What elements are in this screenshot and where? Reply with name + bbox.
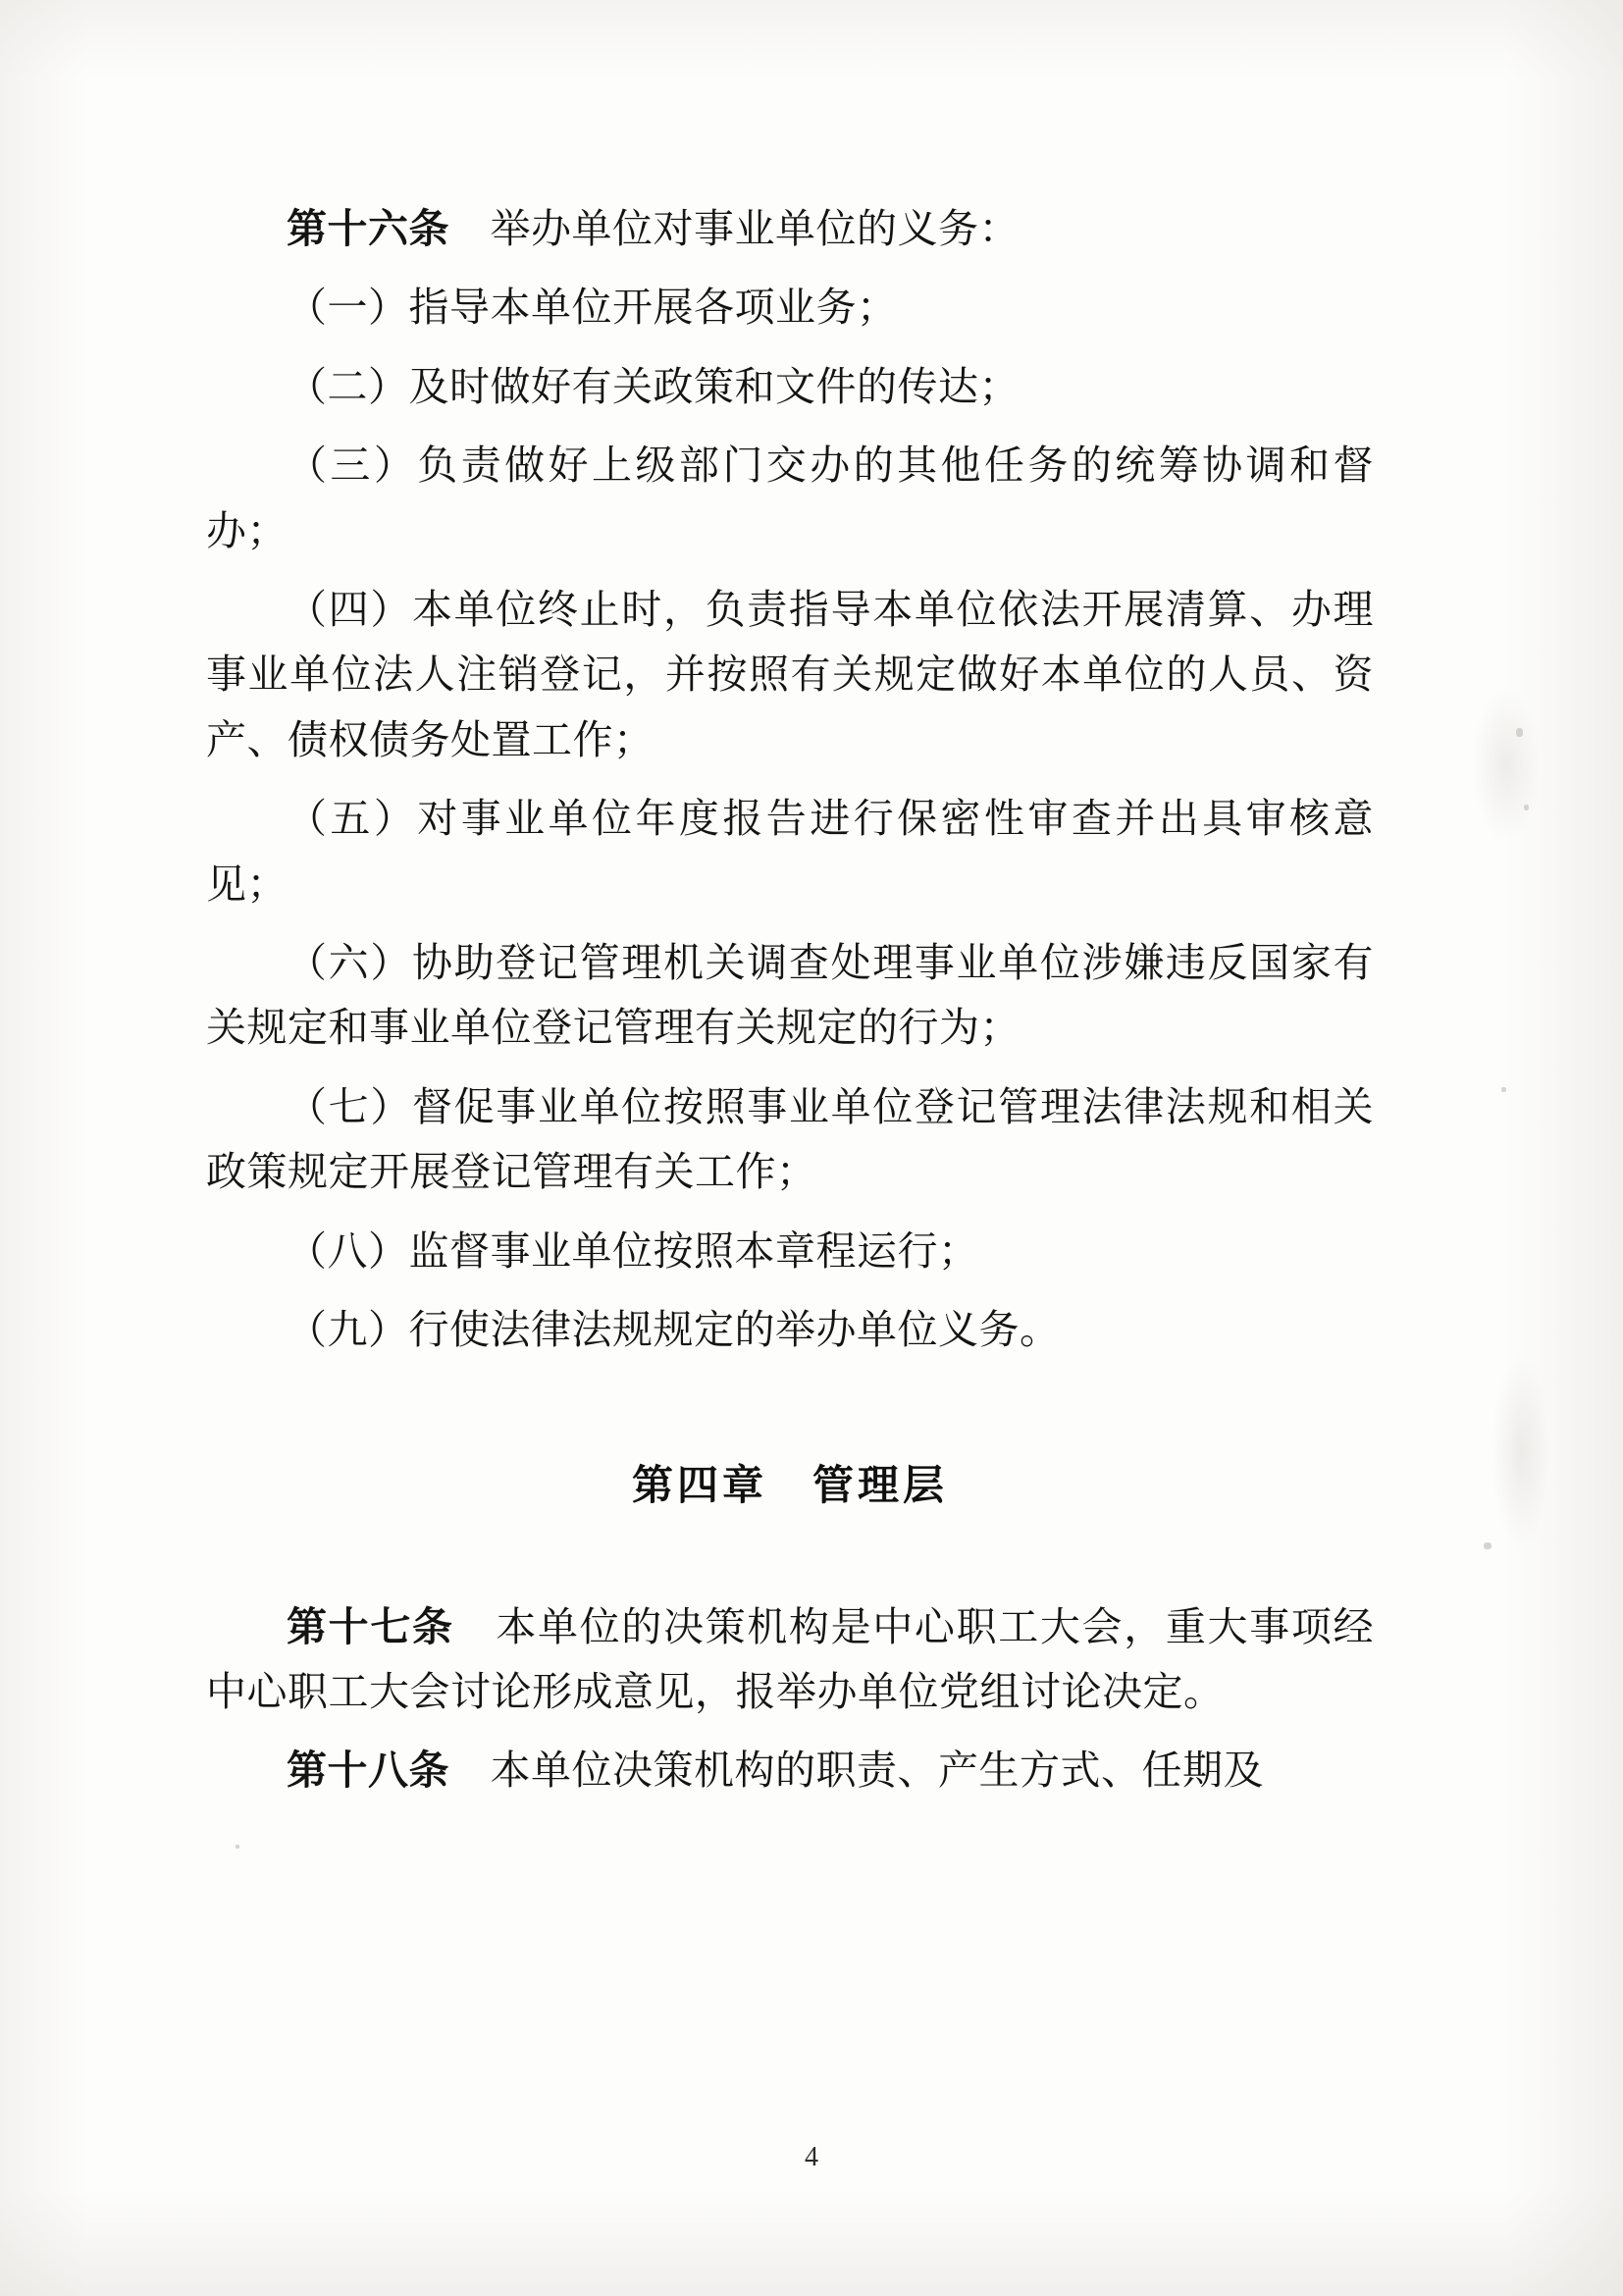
article-16-item-8: （八）监督事业单位按照本章程运行； [287,1227,979,1274]
article-16-number: 第十六条 [287,206,449,251]
scan-speck [1524,805,1529,810]
scan-stain [1472,687,1541,844]
article-16-item-6: （六）协助登记管理机关调查处理事业单位涉嫌违反国家有关规定和事业单位登记管理有关规定的行为； [206,940,1374,1051]
chapter-4-title: 第四章 管理层 [631,1463,948,1509]
article-17 [206,1594,1374,1725]
article-16-item-5: （五）对事业单位年度报告进行保密性审查并出具审核意见； [206,796,1374,907]
scan-speck [1501,1087,1506,1092]
scan-stain [1492,1354,1550,1550]
article-16-item-4: （四）本单位终止时，负责指导本单位依法开展清算、办理事业单位法人注销登记，并按照有关规定做好本单位的人员、资产、债权债务处置工作； [206,587,1374,762]
article-18-number: 第十八条 [287,1748,449,1794]
scan-speck [1484,1542,1492,1549]
document-body [206,196,1374,1817]
scan-speck [1516,728,1523,737]
article-16-item-3: （三）负责做好上级部门交办的其他任务的统筹协调和督办； [206,443,1374,553]
scan-shade-top [0,0,1623,78]
article-17-number: 第十七条 [287,1603,454,1649]
article-16-item-7: （七）督促事业单位按照事业单位登记管理法律法规和相关政策规定开展登记管理有关工作； [206,1083,1374,1195]
page-number: 4 [805,2142,818,2172]
article-16-item-9: （九）行使法律法规规定的举办单位义务。 [287,1307,1061,1353]
article-16-heading [206,196,1374,261]
article-18 [206,1738,1374,1802]
article-16-item-1: （一）指导本单位开展各项业务； [287,285,898,331]
scan-speck [236,1845,239,1849]
article-17-text: 本单位的决策机构是中心职工大会，重大事项经中心职工大会讨论形成意见，报举办单位党组讨论决定。 [206,1603,1375,1714]
article-16-item-2: （二）及时做好有关政策和文件的传达； [287,363,1020,409]
scan-shade-bottom [0,2188,1623,2296]
scan-shade-left [0,0,88,2296]
article-18-text: 本单位决策机构的职责、产生方式、任期及 [490,1748,1264,1794]
article-16-text: 举办单位对事业单位的义务： [490,206,1020,251]
scan-shade-right [1505,0,1623,2296]
